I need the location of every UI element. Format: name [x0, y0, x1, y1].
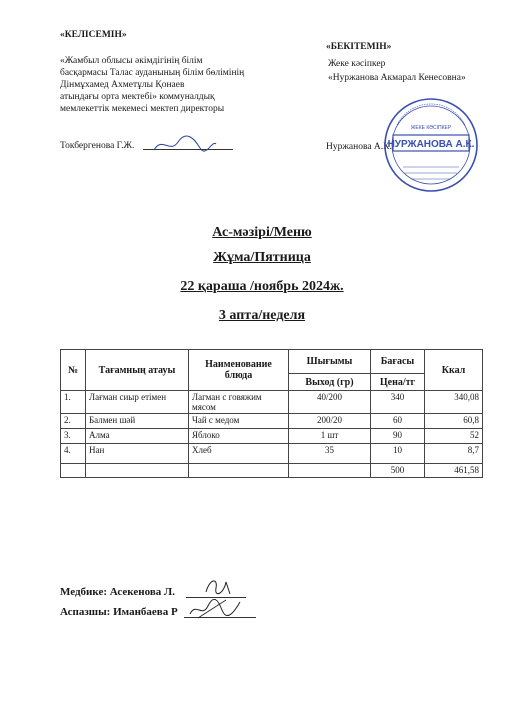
left-signature: [150, 132, 220, 156]
cell-price: 340: [371, 391, 425, 414]
cell-num: 1.: [61, 391, 86, 414]
org-line: басқармасы Талас ауданының білім бөлімінің: [60, 68, 245, 78]
cook-signature: [186, 596, 246, 622]
cook-label: Аспазшы: Иманбаева Р: [60, 606, 178, 618]
cell-name-ru: Яблоко: [189, 429, 289, 444]
cell-name-kz: Нан: [86, 444, 189, 464]
cell-name-ru: Хлеб: [189, 444, 289, 464]
left-org-block: [60, 55, 260, 115]
org-line: Дінмұхамед Ахметұлы Қонаев: [60, 80, 185, 90]
nurse-label: Медбике: Асекенова Л.: [60, 586, 175, 598]
table-row: [61, 429, 483, 444]
header-name-ru: Наименование блюда: [189, 350, 289, 391]
left-signer: Токбергенова Г.Ж.: [60, 141, 135, 151]
day-title: Жұма/Пятница: [213, 250, 311, 265]
cell-name-kz: Лағман сиыр етімен: [86, 391, 189, 414]
cell-yield: 35: [289, 444, 371, 464]
header-yield-ru: Выход (гр): [289, 374, 371, 391]
header-yield-kz: Шығымы: [289, 350, 371, 374]
total-kcal: 461,58: [425, 464, 483, 478]
cell-kcal: 52: [425, 429, 483, 444]
cell-name-ru: Чай с медом: [189, 414, 289, 429]
cell-yield: 1 шт: [289, 429, 371, 444]
org-line: мемлекеттік мекемесі мектеп директоры: [60, 104, 225, 114]
header-num: №: [61, 350, 86, 391]
company-seal: [383, 97, 479, 193]
menu-table: [60, 349, 483, 478]
header-kcal: Ккал: [425, 350, 483, 391]
header-name-kz: Тағамның атауы: [86, 350, 189, 391]
table-row: [61, 391, 483, 414]
approval-heading-left: «КЕЛІСЕМІН»: [60, 30, 127, 40]
right-signer: Нуржанова А.К.: [326, 142, 392, 152]
date-title: 22 қараша /ноябрь 2024ж.: [180, 279, 344, 294]
org-line: «Жамбыл облысы әкімдігінің білім: [60, 56, 203, 66]
cell-name-kz: Балмен шәй: [86, 414, 189, 429]
header-price-kz: Бағасы: [371, 350, 425, 374]
nurse-signature: [200, 574, 240, 598]
cell-price: 10: [371, 444, 425, 464]
cell-name-ru: Лагман с говяжим мясом: [189, 391, 289, 414]
cell-kcal: 340,08: [425, 391, 483, 414]
cell-name-kz: Алма: [86, 429, 189, 444]
table-row: [61, 414, 483, 429]
cell-yield: 40/200: [289, 391, 371, 414]
cell-kcal: 8,7: [425, 444, 483, 464]
totals-row: [61, 464, 483, 478]
cell-num: 4.: [61, 444, 86, 464]
header-price-ru: Цена/тг: [371, 374, 425, 391]
cell-num: 3.: [61, 429, 86, 444]
org-line: атындағы орта мектебі» коммуналдық: [60, 92, 215, 102]
table-row: [61, 444, 483, 464]
cell-num: 2.: [61, 414, 86, 429]
seal-name: НУРЖАНОВА А.К.: [387, 139, 475, 150]
cell-kcal: 60,8: [425, 414, 483, 429]
right-line-1: Жеке кәсіпкер: [328, 59, 386, 69]
right-line-2: «Нуржанова Акмарал Кенесовна»: [328, 73, 466, 83]
approval-heading-right: «БЕКІТЕМІН»: [326, 42, 392, 52]
menu-title: Ас-мәзірі/Меню: [212, 225, 312, 240]
seal-small: ЖЕКЕ КӘСІПКЕР: [410, 125, 452, 131]
cell-price: 60: [371, 414, 425, 429]
week-title: 3 апта/неделя: [218, 308, 306, 323]
cell-price: 90: [371, 429, 425, 444]
cell-yield: 200/20: [289, 414, 371, 429]
total-price: 500: [371, 464, 425, 478]
